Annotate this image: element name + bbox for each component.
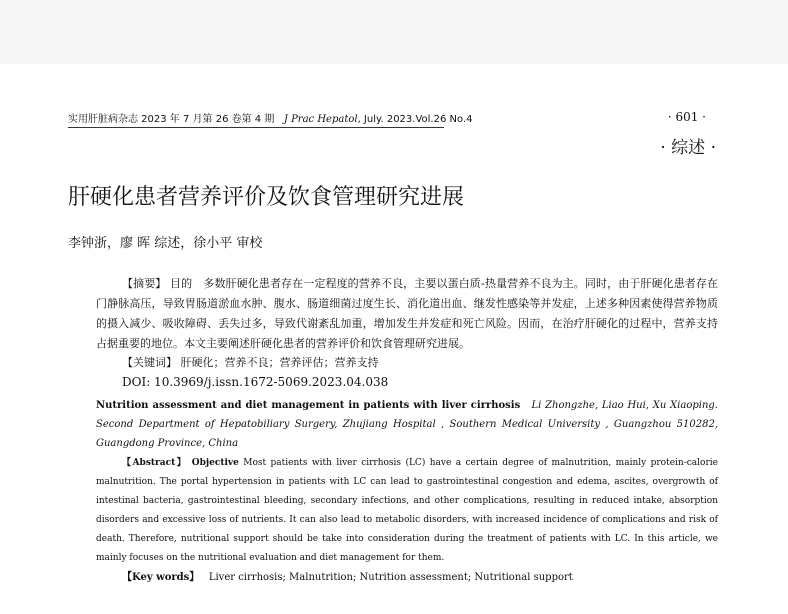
abstract-en — [96, 454, 718, 568]
keywords-en-label: 【Key words】 — [122, 572, 200, 583]
keywords-en — [122, 569, 573, 587]
abstract-en-objective: Objective — [191, 458, 239, 468]
top-blank-strip — [0, 0, 788, 64]
page-number: · 601 · — [667, 110, 706, 124]
abstract-cn — [96, 274, 718, 354]
section-label: · 综述 · — [660, 138, 716, 158]
journal-en: J Prac Hepatol — [283, 114, 358, 125]
journal-cn: 实用肝脏病杂志 2023 年 7 月第 26 卷第 4 期 — [68, 114, 275, 125]
article-title-cn: 肝硬化患者营养评价及饮食管理研究进展 — [68, 185, 465, 210]
journal-en-rest: , July. 2023.Vol.26 No.4 — [357, 114, 473, 125]
doi: DOI: 10.3969/j.issn.1672-5069.2023.04.038 — [122, 375, 389, 389]
keywords-cn — [96, 353, 718, 373]
abstract-en-label: 【Abstract】 — [122, 458, 188, 468]
article-title-en: Nutrition assessment and diet management in patients with liver cirrhosis — [96, 400, 521, 411]
abstract-en-text: Most patients with liver cirrhosis (LC) have a certain degree of malnutrition, mainly protein-calorie malnutrition. The portal hypertension in patients with LC can lead to gastrointestinal congestion and edema, ascites, overgrowth of intestinal bacteria, gastrointestinal bleeding, secondary infections, and other complications, resulting in reduced intake, absorption disorders and excessive loss of nutrients. It can also lead to metabolic disorders, with increased incidence of complications and risk of death. Therefore, nutritional support should be take into consideration during the treatment of patients with LC. In this article, we mainly focuses on the nutritional evaluation and diet management for them. — [96, 458, 718, 563]
english-title-block — [96, 396, 718, 453]
authors-affiliation-en: Li Zhongzhe, Liao Hui, Xu Xiaoping. Second Department of Hepatobiliary Surgery, Zhujiang Hospital , Southern Medical University , Guangzhou 510282, Guangdong Province, China — [96, 400, 718, 449]
abstract-cn-label: 【摘要】 — [122, 277, 167, 290]
keywords-en-text: Liver cirrhosis; Malnutrition; Nutrition assessment; Nutritional support — [208, 572, 573, 583]
keywords-cn-label: 【关键词】 — [122, 356, 177, 369]
abstract-cn-text: 目的 多数肝硬化患者存在一定程度的营养不良，主要以蛋白质-热量营养不良为主。同时，由于肝硬化患者存在门静脉高压，导致胃肠道淤血水肿、腹水、肠道细菌过度生长、消化道出血、继发性感染等并发症，上述多种因素使得营养物质的摄入减少、吸收障碍、丢失过多，导致代谢紊乱加重，增加发生并发症和死亡风险。因而，在治疗肝硬化的过程中，营养支持占据重要的地位。本文主要阐述肝硬化患者的营养评价和饮食管理研究进展。 — [96, 277, 719, 350]
keywords-cn-text: 肝硬化；营养不良；营养评估；营养支持 — [180, 356, 379, 369]
running-header — [68, 110, 473, 128]
authors-cn: 李钟浙，廖 晖 综述，徐小平 审校 — [68, 236, 263, 251]
